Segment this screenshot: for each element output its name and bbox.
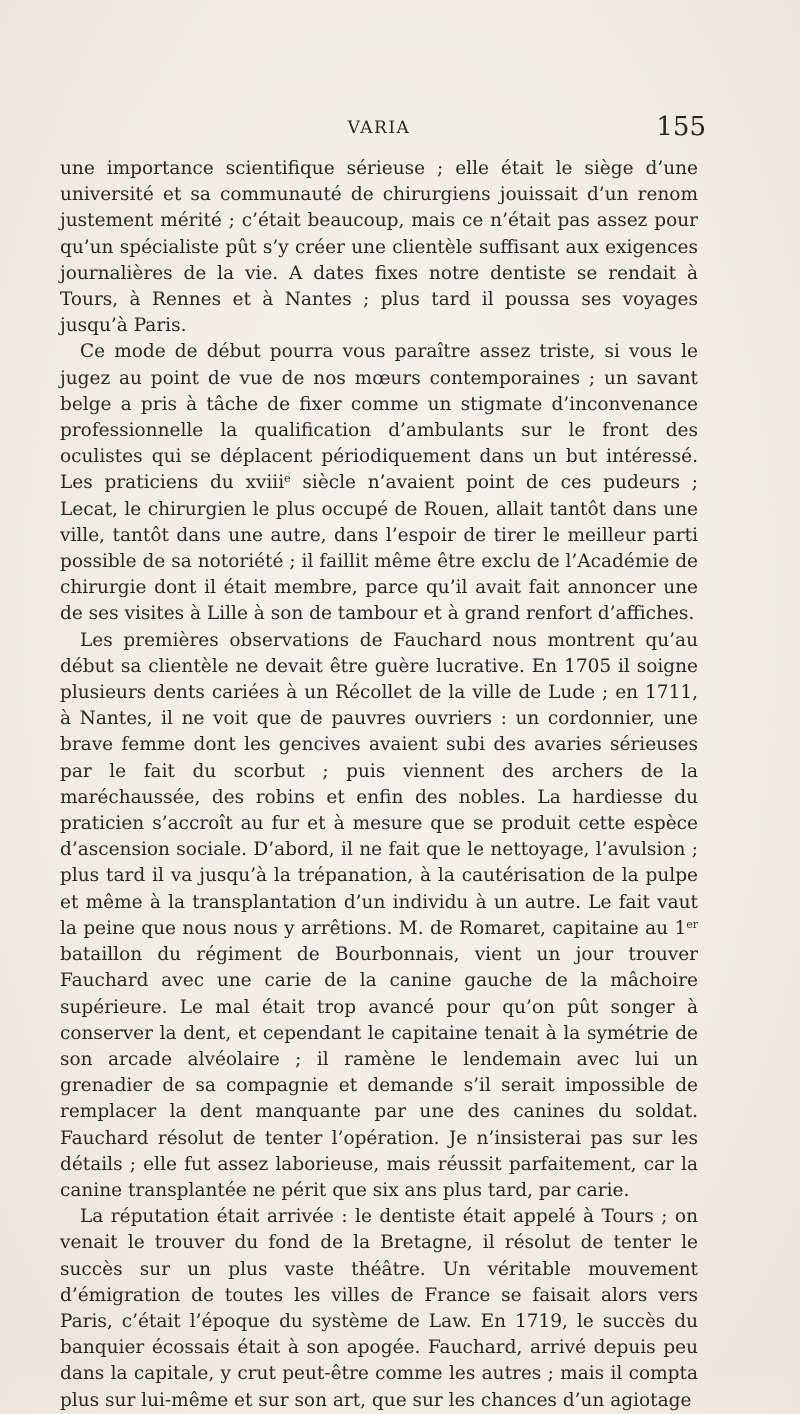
paragraph-2 [60, 339, 698, 627]
paragraph-3-part-a: Les premières observations de Fauchard nous montrent qu’au début sa clientèle ne devait être guère lucrative. En 1705 il soigne plusieurs dents cariées à un Récollet de la ville de Lude ; en 1711, à Nantes, il ne voit que de pauvres ouvriers : un cordonnier, une brave femme dont les gencives avaient subi des avaries sérieuses par le fait du scorbut ; puis viennent des archers de la maréchaussée, des robins et enfin des nobles. La hardiesse du praticien s’accroît au fur et à mesure que se produit cette espèce d’ascension sociale. D’abord, il ne fait que le nettoyage, l’avulsion ; plus tard il va jusqu’à la trépanation, à la cautérisation de la pulpe et même à la transplantation d’un individu à un autre. Le fait vaut la peine que nous nous y arrêtions. M. de Romaret, capitaine au 1 [60, 629, 698, 939]
century-superscript: e [284, 472, 291, 486]
page-number: 155 [656, 112, 706, 142]
running-head [60, 112, 706, 156]
paragraph-4: La réputation était arrivée : le dentiste était appelé à Tours ; on venait le trouver du fond de la Bretagne, il résolut de tenter le succès sur un plus vaste théâtre. Un véritable mouvement d’émigration de toutes les villes de France se faisait alors vers Paris, c’était l’époque du système de Law. En 1719, le succès du banquier écossais était à son apogée. Fauchard, arrivé depuis peu dans la capitale, y crut peut-être comme les autres ; mais il compta plus sur lui-même et sur son art, que sur les chances d’un agiotage [60, 1206, 698, 1411]
body-text [60, 156, 698, 1414]
running-title: VARIA [347, 118, 411, 138]
ordinal-superscript: er [686, 917, 698, 931]
paragraph-3-part-b: bataillon du régiment de Bourbonnais, vient un jour trouver Fauchard avec une carie de la canine gauche de la mâchoire supérieure. Le mal était trop avancé pour qu’on pût songer à conserver la dent, et cependant le capitaine tenait à la symétrie de son arcade alvéolaire ; il ramène le lendemain avec lui un grenadier de sa compagnie et demande s’il serait impossible de remplacer la dent manquante par une des canines du soldat. Fauchard résolut de tenter l’opération. Je n’insisterai pas sur les détails ; elle fut assez laborieuse, mais réussit parfaitement, car la canine transplantée ne périt que six ans plus tard, par carie. [60, 944, 698, 1201]
paragraph-2-part-b: siècle n’avaient point de ces pudeurs ; Lecat, le chirurgien le plus occupé de Rouen, allait tantôt dans une ville, tantôt dans une autre, dans l’espoir de tirer le meilleur parti possible de sa notoriété ; il faillit même être exclu de l’Académie de chirurgie dont il était membre, parce qu’il avait fait annoncer une de ses visites à Lille à son de tambour et à grand renfort d’affiches. [60, 472, 698, 625]
paragraph-3 [60, 628, 698, 1204]
paragraph-2-part-a: Ce mode de début pourra vous paraître assez triste, si vous le jugez au point de vue de nos mœurs contemporaines ; un savant belge a pris à tâche de fixer comme un stigmate d’inconvenance professionnelle la qualification d’ambulants sur le front des oculistes qui se déplacent périodiquement dans un but intéressé. Les praticiens du xviii [60, 341, 698, 494]
book-page [60, 112, 706, 1414]
paragraph-1: une importance scientifique sérieuse ; elle était le siège d’une université et sa communauté de chirurgiens jouissait d’un renom justement mérité ; c’était beaucoup, mais ce n’était pas assez pour qu’un spécialiste pût s’y créer une clientèle suffisant aux exigences journalières de la vie. A dates fixes notre dentiste se rendait à Tours, à Rennes et à Nantes ; plus tard il poussa ses voyages jusqu’à Paris. [60, 158, 698, 337]
